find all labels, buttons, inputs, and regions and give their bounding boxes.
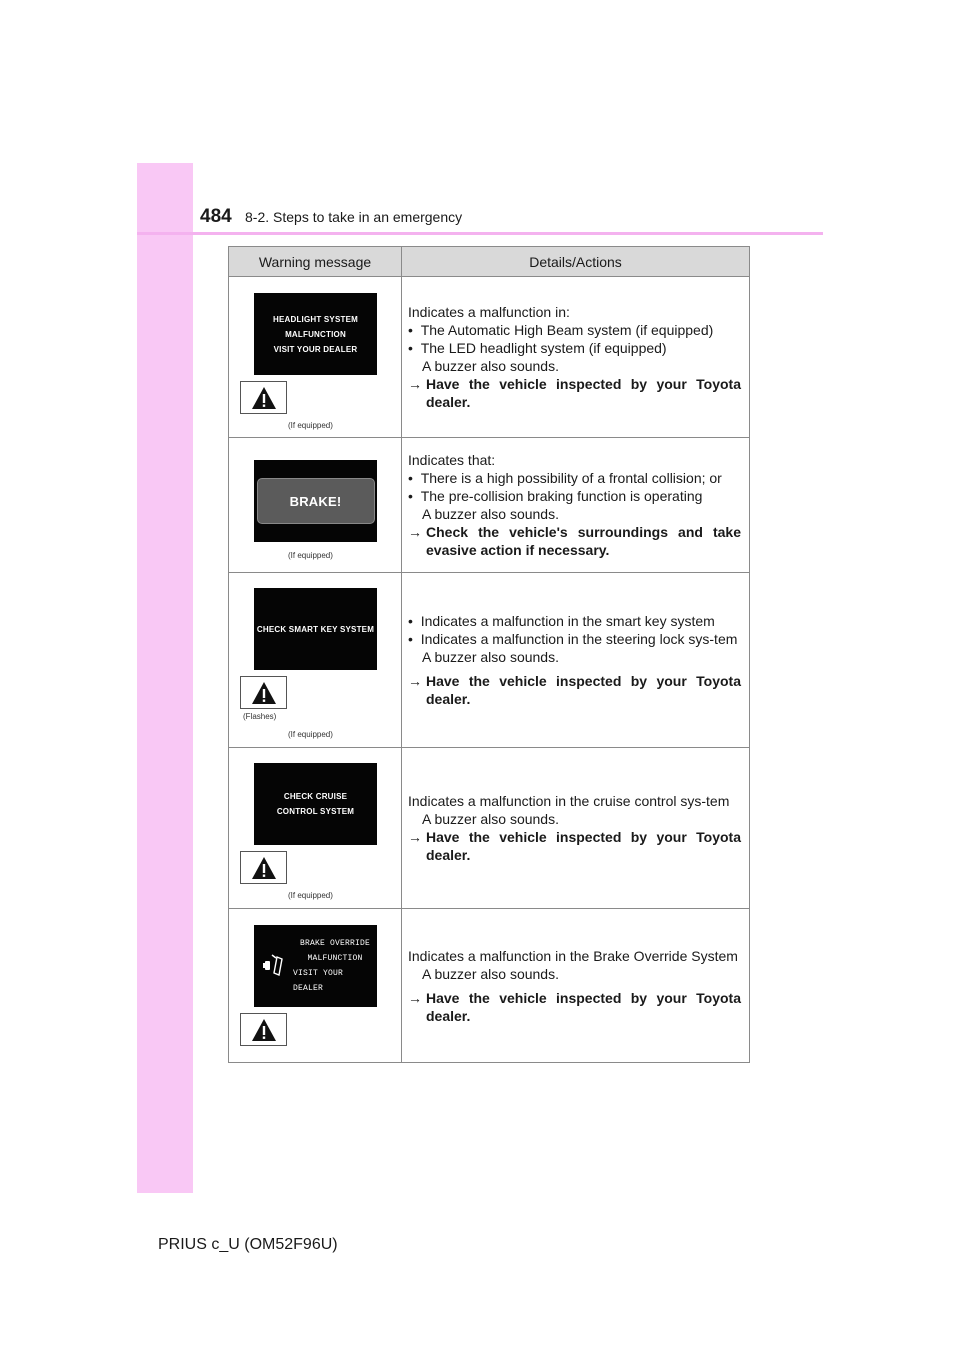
master-warning-icon bbox=[240, 676, 287, 709]
warning-message-cell bbox=[229, 277, 402, 437]
page-number: 484 bbox=[200, 206, 232, 227]
details-cell: Indicates a malfunction in: • The Automatic High Beam system (if equipped) • The LED headlight system (if equipped) A buzzer also sounds. → Have the vehicle inspected by your Toyota dealer. bbox=[408, 304, 741, 410]
warning-message-cell bbox=[229, 909, 402, 1062]
master-warning-icon bbox=[240, 851, 287, 884]
if-equipped-caption: (If equipped) bbox=[288, 891, 333, 900]
column-header-warning-message: Warning message bbox=[229, 247, 402, 276]
master-warning-icon bbox=[240, 381, 287, 414]
warning-message-cell bbox=[229, 438, 402, 572]
table-row bbox=[229, 438, 749, 573]
section-title: 8-2. Steps to take in an emergency bbox=[245, 209, 463, 225]
details-cell: Indicates a malfunction in the cruise control sys-tem A buzzer also sounds. → Have the vehicle inspected by your Toyota dealer. bbox=[408, 793, 741, 863]
headlight-malfunction-screen: HEADLIGHT SYSTEM MALFUNCTION VISIT YOUR DEALER bbox=[254, 293, 377, 375]
cruise-control-screen: CHECK CRUISE CONTROL SYSTEM bbox=[254, 763, 377, 845]
column-header-details: Details/Actions bbox=[529, 253, 622, 270]
details-cell: Indicates that: • There is a high possibility of a frontal collision; or • The pre-collision braking function is operating A buzzer also sounds. → Check the vehicle's surroundings and take evasive action if necessary. bbox=[408, 452, 741, 558]
details-cell: Indicates a malfunction in the Brake Override System A buzzer also sounds. → Have the vehicle inspected by your Toyota dealer. bbox=[408, 947, 741, 1024]
details-cell: • Indicates a malfunction in the smart key system • Indicates a malfunction in the steering lock sys-tem A buzzer also sounds. → Have the vehicle inspected by your Toyota dealer. bbox=[408, 613, 741, 707]
header-rule bbox=[137, 232, 823, 235]
arrow-right-icon: → bbox=[408, 989, 422, 1006]
warning-message-cell bbox=[229, 748, 402, 908]
arrow-right-icon: → bbox=[408, 376, 422, 392]
section-side-tab bbox=[137, 163, 193, 1193]
brake-override-icon bbox=[262, 953, 286, 983]
smart-key-screen: CHECK SMART KEY SYSTEM bbox=[254, 588, 377, 670]
table-row bbox=[229, 277, 749, 438]
arrow-right-icon: → bbox=[408, 524, 422, 540]
if-equipped-caption: (If equipped) bbox=[288, 730, 333, 739]
flashes-caption: (Flashes) bbox=[243, 712, 277, 721]
warning-message-cell bbox=[229, 573, 402, 747]
footer-model: PRIUS c_U (OM52F96U) bbox=[158, 1236, 338, 1253]
warning-message-table bbox=[228, 246, 750, 1063]
table-row bbox=[229, 573, 749, 748]
if-equipped-caption: (If equipped) bbox=[288, 421, 333, 430]
arrow-right-icon: → bbox=[408, 829, 422, 845]
brake-warning-screen: BRAKE! bbox=[254, 460, 377, 542]
brake-override-screen: BRAKE OVERRIDE MALFUNCTION VISIT YOUR DEALER bbox=[254, 925, 377, 1007]
table-row bbox=[229, 748, 749, 909]
if-equipped-caption: (If equipped) bbox=[288, 551, 333, 560]
table-row bbox=[229, 909, 749, 1062]
table-header bbox=[229, 247, 749, 277]
master-warning-icon bbox=[240, 1013, 287, 1046]
arrow-right-icon: → bbox=[408, 673, 422, 689]
